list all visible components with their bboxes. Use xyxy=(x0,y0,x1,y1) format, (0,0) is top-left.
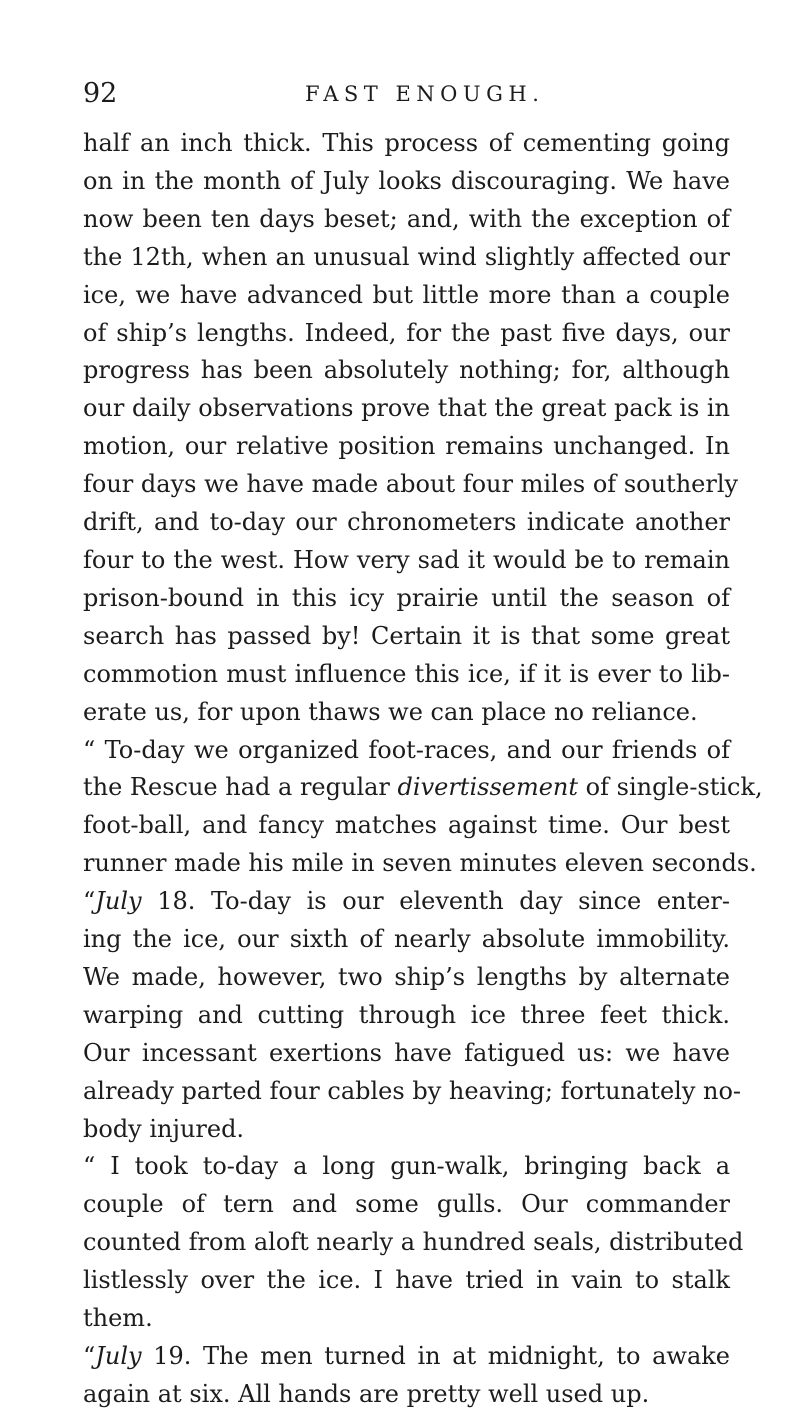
text-line: listlessly over the ice. I have tried in vain to stalk xyxy=(83,1266,730,1295)
text-line: runner made his mile in seven minutes eleven seconds. xyxy=(83,849,757,878)
text-line: again at six. All hands are pretty well used up. xyxy=(83,1379,650,1408)
text-line: half an inch thick. This process of cementing going xyxy=(83,129,730,157)
text-line: the 12th, when an unusual wind slightly affected our xyxy=(83,242,730,271)
text-line: prison-bound in this icy prairie until the season of xyxy=(83,583,730,612)
text-line: our daily observations prove that the great pack is in xyxy=(83,394,731,423)
text-line: now been ten days beset; and, with the exception of xyxy=(83,204,730,233)
text-line: already parted four cables by heaving; fortunately no- xyxy=(83,1076,742,1105)
text-run: 19. The men turned in at midnight, to awake xyxy=(141,1342,730,1370)
text-line: warping and cutting through ice three feet thick. xyxy=(83,1000,730,1029)
text-line: ing the ice, our sixth of nearly absolute immobility. xyxy=(83,925,730,954)
text-line: four days we have made about four miles of southerly xyxy=(83,470,739,499)
text-line: on in the month of July looks discouraging. We have xyxy=(83,166,730,195)
italic-date: July xyxy=(95,887,142,916)
text-run: of single-stick, xyxy=(578,773,763,802)
text-line xyxy=(83,1338,730,1376)
italic-word: divertissement xyxy=(397,773,579,802)
text-line: “ To-day we organized foot-races, and our friends of xyxy=(83,735,730,764)
text-line: foot-ball, and fancy matches against time. Our best xyxy=(83,811,730,840)
text-line: of ship’s lengths. Indeed, for the past five days, our xyxy=(83,318,730,347)
text-line: them. xyxy=(83,1304,153,1333)
page-number: 92 xyxy=(83,78,118,109)
text-line: counted from aloft nearly a hundred seals, distributed xyxy=(83,1228,744,1257)
body-text xyxy=(83,125,763,1414)
text-run: “ xyxy=(83,1342,96,1370)
text-line: “ I took to-day a long gun-walk, bringing back a xyxy=(83,1152,730,1181)
text-line: We made, however, two ship’s lengths by alternate xyxy=(83,962,730,991)
text-line: four to the west. How very sad it would be to remain xyxy=(83,545,730,574)
page-header xyxy=(83,76,743,112)
text-line: erate us, for upon thaws we can place no reliance. xyxy=(83,697,698,726)
text-line: ice, we have advanced but little more than a couple xyxy=(83,280,730,309)
text-run: “ xyxy=(83,887,96,916)
text-line: drift, and to-day our chronometers indicate another xyxy=(83,508,730,537)
text-line xyxy=(83,883,730,921)
text-line: body injured. xyxy=(83,1114,245,1143)
text-line: motion, our relative position remains unchanged. In xyxy=(83,432,730,461)
text-line: search has passed by! Certain it is that some great xyxy=(83,621,730,650)
text-line: couple of tern and some gulls. Our commander xyxy=(83,1190,730,1219)
running-head: FAST ENOUGH. xyxy=(305,82,545,106)
text-line: progress has been absolutely nothing; for, although xyxy=(83,356,730,385)
text-line: Our incessant exertions have fatigued us: we have xyxy=(83,1038,730,1067)
text-run: 18. To-day is our eleventh day since enter- xyxy=(141,887,730,916)
text-line: commotion must influence this ice, if it is ever to lib- xyxy=(83,659,730,688)
text-line xyxy=(83,769,763,807)
text-run: the Rescue had a regular xyxy=(83,773,398,802)
italic-date: July xyxy=(95,1342,142,1370)
